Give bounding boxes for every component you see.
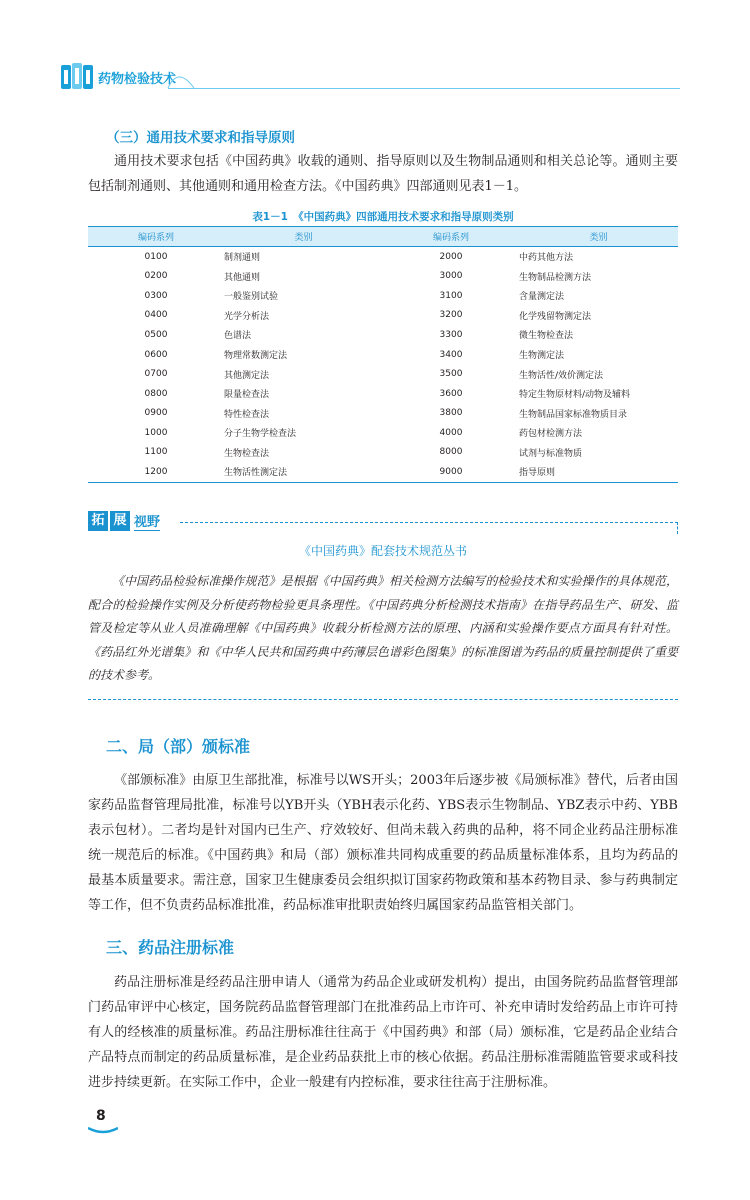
table-row bbox=[88, 403, 678, 423]
cell-code-2: 8000 bbox=[439, 447, 463, 458]
cell-category-2: 特定生物原材料/动物及辅料 bbox=[519, 390, 631, 401]
cell-code-2: 3100 bbox=[439, 290, 463, 301]
column-header-category-2: 类别 bbox=[519, 227, 678, 247]
cell-code-2: 3000 bbox=[439, 271, 463, 282]
table-row bbox=[88, 345, 678, 365]
cell-category-2: 生物活性/效价测定法 bbox=[519, 370, 604, 381]
cell-code: 0100 bbox=[144, 251, 168, 262]
cell-category: 其他通则 bbox=[224, 272, 261, 283]
cell-code-2: 2000 bbox=[439, 251, 463, 262]
book-title: 药物检验技术 bbox=[98, 72, 177, 87]
section-paragraph-ministry: 《部颁标准》由原卫生部批准，标准号以WS开头；2003年后逐步被《局颁标准》替代，后者由国家药品监督管理局批准，标准号以YB开头（YBH表示化药、YBS表示生物制品、YBZ表示中药、YBB表示包材）。二者均是针对国内已生产、疗效较好、但尚未载入药典的品种，将不同企业药品注册标准统一规范后的标准。《中国药典》和局（部）颁标准共同构成重要的药品质量标准体系，且均为药品的最基本质量要求。需注意，国家卫生健康委员会组织拟订国家药物政策和基本药物目录、参与药典制定等工作，但不负责药品标准批准，药品标准审批职责始终归属国家药品监管相关部门。 bbox=[88, 773, 678, 913]
general-requirements-table bbox=[88, 226, 678, 483]
extension-top-border bbox=[180, 522, 678, 523]
extension-tag-char-2: 展 bbox=[110, 511, 130, 531]
header-rule bbox=[168, 88, 680, 89]
table-row bbox=[88, 286, 678, 306]
cell-category: 特性检查法 bbox=[224, 409, 270, 420]
cell-code-2: 3300 bbox=[439, 329, 463, 340]
column-header-category: 类别 bbox=[224, 227, 383, 247]
column-header-code-2: 编码系列 bbox=[383, 227, 519, 247]
cell-code: 1100 bbox=[144, 447, 168, 458]
cell-category: 其他测定法 bbox=[224, 370, 270, 381]
extension-title: 《中国药典》配套技术规范丛书 bbox=[298, 544, 467, 558]
header-ornament-icon bbox=[166, 70, 196, 90]
cell-category-2: 药包材检测方法 bbox=[519, 429, 583, 440]
cell-category-2: 中药其他方法 bbox=[519, 253, 574, 264]
cell-code: 0600 bbox=[144, 349, 168, 360]
table-row bbox=[88, 384, 678, 404]
cell-code-2: 3400 bbox=[439, 349, 463, 360]
cell-category: 物理常数测定法 bbox=[224, 351, 288, 361]
section-paragraph: 通用技术要求包括《中国药典》收载的通则、指导原则以及生物制品通则和相关总论等。通则主要包括制剂通则、其他通则和通用检查方法。《中国药典》四部通则见表1－1。 bbox=[88, 154, 678, 194]
cell-category: 制剂通则 bbox=[224, 253, 261, 264]
cell-category: 限量检查法 bbox=[224, 390, 270, 401]
cell-category: 生物检查法 bbox=[224, 448, 270, 459]
cell-category-2: 指导原则 bbox=[519, 462, 678, 482]
cell-category: 一般鉴别试验 bbox=[224, 292, 279, 303]
cell-category: 光学分析法 bbox=[224, 311, 270, 322]
cell-category-2: 微生物检查法 bbox=[519, 331, 574, 342]
extension-tag-label: 视野 bbox=[134, 511, 160, 531]
extension-tag bbox=[88, 510, 160, 532]
cell-code: 0900 bbox=[144, 408, 168, 419]
cell-category-2: 试剂与标准物质 bbox=[519, 448, 583, 459]
extension-right-border bbox=[677, 522, 678, 534]
cell-code: 0200 bbox=[144, 271, 168, 282]
section-paragraph-registration: 药品注册标准是经药品注册申请人（通常为药品企业或研发机构）提出，由国务院药品监督管理部门药品审评中心核定，国务院药品监督管理部门在批准药品上市许可、补充申请时发给药品上市许可持有人的经核准的质量标准。药品注册标准往往高于《中国药典》和部（局）颁标准，它是药品企业结合产品特点而制定的药品质量标准，是企业药品获批上市的核心依据。药品注册标准需随监管要求或科技进步持续更新。在实际工作中，企业一般建有内控标准，要求往往高于注册标准。 bbox=[88, 975, 678, 1090]
book-logo-icon bbox=[60, 62, 94, 92]
cell-code: 0800 bbox=[144, 388, 168, 399]
cell-code: 0500 bbox=[144, 329, 168, 340]
table-header-row bbox=[88, 227, 678, 247]
cell-category: 分子生物学检查法 bbox=[224, 429, 297, 440]
extension-paragraph: 《中国药品检验标准操作规范》是根据《中国药典》相关检测方法编写的检验技术和实验操作的具体规范，配合的检验操作实例及分析使药物检验更具条理性。《中国药典分析检测技术指南》在指导药品生产、研发、监管及检定等从业人员准确理解《中国药典》收载分析检测方法的原理、内涵和实验操作要点方面具有针对性。《药品红外光谱集》和《中华人民共和国药典中药薄层色谱彩色图集》的标准图谱为药品的质量控制提供了重要的技术参考。 bbox=[88, 574, 678, 682]
column-header-code: 编码系列 bbox=[88, 227, 224, 247]
cell-code: 1000 bbox=[144, 427, 168, 438]
cell-code-2: 4000 bbox=[439, 427, 463, 438]
page-number-ornament-icon bbox=[88, 1124, 118, 1134]
table-caption: 表1－1 《中国药典》四部通用技术要求和指导原则类别 bbox=[252, 211, 514, 223]
table-row bbox=[88, 325, 678, 345]
extension-box bbox=[88, 508, 678, 700]
table-row bbox=[88, 442, 678, 462]
section-heading-ministry: 二、局（部）颁标准 bbox=[106, 737, 251, 756]
section-heading: （三）通用技术要求和指导原则 bbox=[106, 130, 295, 146]
table-row bbox=[88, 364, 678, 384]
cell-code: 0400 bbox=[144, 310, 168, 321]
cell-category: 生物活性测定法 bbox=[224, 462, 383, 482]
table-row bbox=[88, 306, 678, 326]
cell-category-2: 化学残留物测定法 bbox=[519, 311, 592, 322]
cell-code: 0700 bbox=[144, 369, 168, 380]
table-row bbox=[88, 462, 678, 482]
cell-category-2: 生物制品国家标准物质目录 bbox=[519, 409, 628, 420]
cell-category-2: 含量测定法 bbox=[519, 292, 565, 303]
running-header bbox=[60, 60, 680, 100]
cell-code-2: 9000 bbox=[383, 462, 519, 482]
cell-code-2: 3200 bbox=[439, 310, 463, 321]
cell-code-2: 3500 bbox=[439, 369, 463, 380]
page-number: 8 bbox=[96, 1108, 106, 1124]
cell-code-2: 3600 bbox=[439, 388, 463, 399]
cell-code: 0300 bbox=[144, 290, 168, 301]
cell-category-2: 生物测定法 bbox=[519, 351, 565, 361]
table-row bbox=[88, 423, 678, 443]
cell-code: 1200 bbox=[88, 462, 224, 482]
cell-category: 色谱法 bbox=[224, 331, 252, 342]
table-row bbox=[88, 247, 678, 267]
extension-tag-char-1: 拓 bbox=[88, 511, 108, 531]
table-row bbox=[88, 267, 678, 287]
section-heading-registration: 三、药品注册标准 bbox=[106, 938, 235, 957]
cell-code-2: 3800 bbox=[439, 408, 463, 419]
cell-category-2: 生物制品检测方法 bbox=[519, 272, 592, 283]
extension-bottom-border bbox=[88, 699, 678, 700]
